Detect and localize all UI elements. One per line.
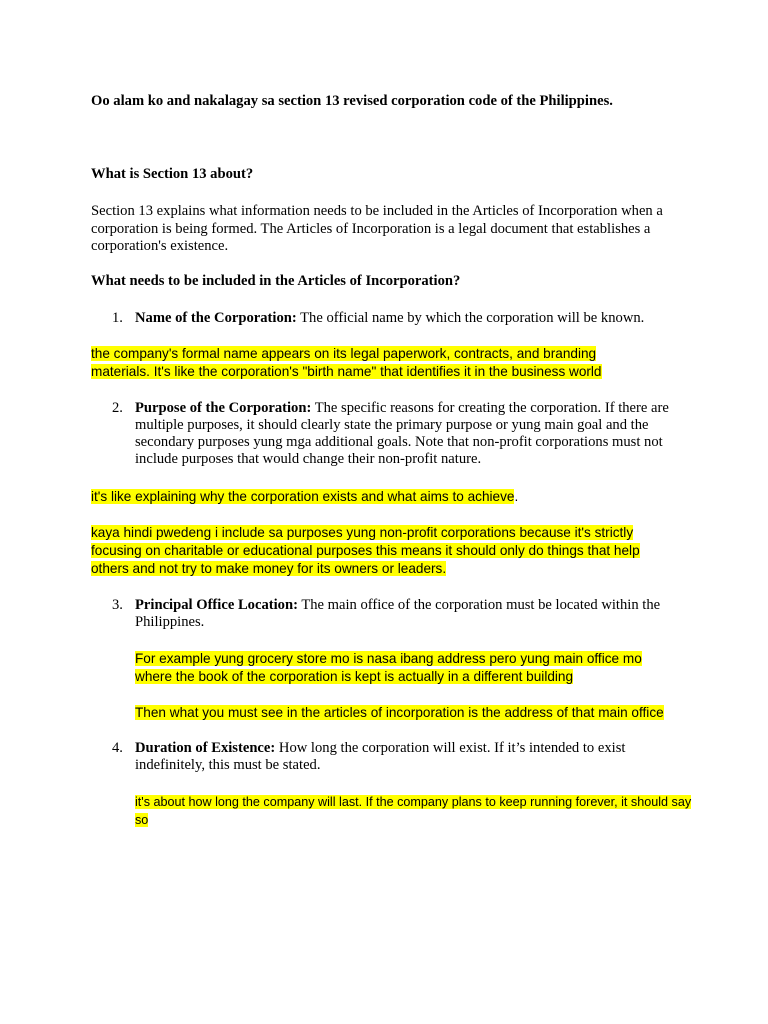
list-number: 4. [112,740,123,756]
section-description: Section 13 explains what information needs to be included in the Articles of Incorporation when a corporation is being formed. The Articles of Incorporation is a legal document that establishes a corporation's existence. [91,203,663,254]
note-highlight [135,704,695,722]
highlighted-note: kaya hindi pwedeng i include sa purposes yung non-profit corporations because it's strictly focusing on charitable or educational purposes this means it should only do things that help others and not try to make money for its owners or leaders. [91,525,640,576]
highlighted-note: the company's formal name appears on its legal paperwork, contracts, and branding materials. It's like the corporation's "birth name" that identifies it in the business world [91,346,602,379]
list-number: 3. [112,597,123,613]
section-heading: What is Section 13 about? [91,166,254,182]
note-highlight [91,345,651,381]
note-highlight [91,488,691,506]
note-highlight [135,793,695,829]
item-title: Purpose of the Corporation: [135,400,312,416]
highlighted-note: Then what you must see in the articles of incorporation is the address of that main office [135,705,664,720]
note-highlight [135,650,655,686]
item-title: Name of the Corporation: [135,310,297,326]
item-text: The official name by which the corporation will be known. [296,310,645,326]
item-title: Principal Office Location: [135,597,298,613]
list-heading: What needs to be included in the Articles of Incorporation? [91,273,461,289]
highlighted-note: it's like explaining why the corporation exists and what aims to achieve [91,489,515,504]
list-number: 1. [112,310,123,326]
note-highlight [91,524,651,578]
item-title: Duration of Existence: [135,740,276,756]
item-text: The main office of the corporation must be located within the Philippines. [135,597,661,630]
list-number: 2. [112,400,123,416]
item-text: How long the corporation will exist. If it’s intended to exist indefinitely, this must be stated. [135,740,626,773]
highlighted-note: For example yung grocery store mo is nasa ibang address pero yung main office mo where the book of the corporation is kept is actually in a different building [135,651,642,684]
intro-line: Oo alam ko and nakalagay sa section 13 revised corporation code of the Philippines. [91,93,613,109]
note-period: . [514,489,519,504]
item-text: The specific reasons for creating the corporation. If there are multiple purposes, it should clearly state the primary purpose or yung main goal and the secondary purposes yung mga additional goals. Note that non-profit corporations must not include purposes that would change their non-profit nature. [135,400,669,467]
highlighted-note: it's about how long the company will last. If the company plans to keep running forever, it should say so [135,795,692,827]
